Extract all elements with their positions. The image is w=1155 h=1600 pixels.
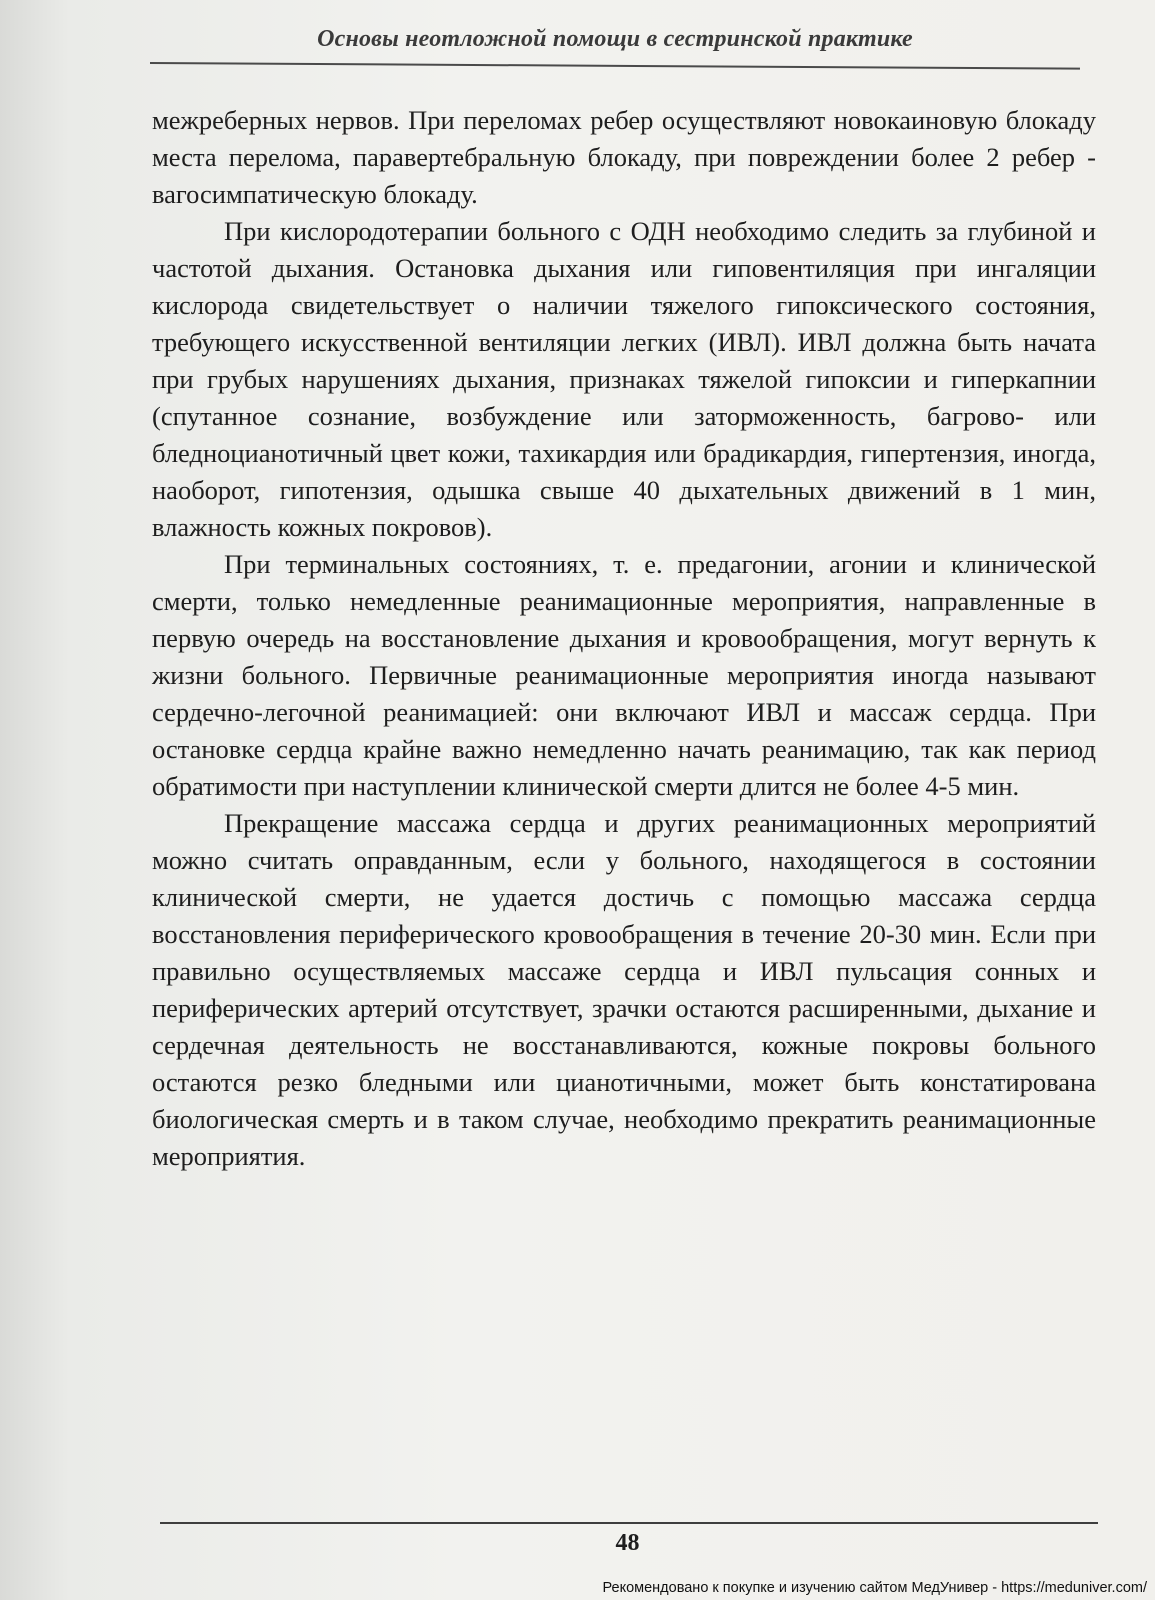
watermark-text: Рекомендовано к покупке и изучению сайтом МедУнивер - https://meduniver.com/ bbox=[602, 1580, 1147, 1596]
paragraph: межреберных нервов. При переломах ребер осуществляют новокаиновую блокаду места перелома, паравертебральную блокаду, при повреждении более 2 ребер - вагосимпатическую блокаду. bbox=[152, 105, 1096, 209]
footer-rule bbox=[160, 1522, 1098, 1524]
paragraph: При терминальных состояниях, т. е. предагонии, агонии и клинической смерти, только немедленные реанимационные мероприятия, направленные в первую очередь на восстановление дыхания и кровообращения, могут вернуть к жизни больного. Первичные реанимационные мероприятия иногда называют сердечно-легочной реанимацией: они включают ИВЛ и массаж сердца. При остановке сердца крайне важно немедленно начать реанимацию, так как период обратимости при наступлении клинической смерти длится не более 4-5 мин. bbox=[152, 549, 1096, 801]
paragraph: При кислородотерапии больного с ОДН необходимо следить за глубиной и частотой дыхания. Остановка дыхания или гиповентиляция при ингаляции кислорода свидетельствует о наличии тяжелого гипоксического состояния, требующего искусственной вентиляции легких (ИВЛ). ИВЛ должна быть начата при грубых нарушениях дыхания, признаках тяжелой гипоксии и гиперкапнии (спутанное сознание, возбуждение или заторможенность, багрово- или бледноцианотичный цвет кожи, тахикардия или брадикардия, гипертензия, иногда, наоборот, гипотензия, одышка свыше 40 дыхательных движений в 1 мин, влажность кожных покровов). bbox=[152, 216, 1096, 542]
page-number: 48 bbox=[615, 1530, 640, 1556]
running-head: Основы неотложной помощи в сестринской практике bbox=[317, 26, 913, 52]
paragraph: Прекращение массажа сердца и других реанимационных мероприятий можно считать оправданным, если у больного, находящегося в состоянии клинической смерти, не удается достичь с помощью массажа сердца восстановления периферического кровообращения в течение 20-30 мин. Если при правильно осуществляемых массаже сердца и ИВЛ пульсация сонных и периферических артерий отсутствует, зрачки остаются расширенными, дыхание и сердечная деятельность не восстанавливаются, кожные покровы больного остаются резко бледными или цианотичными, может быть констатирована биологическая смерть и в таком случае, необходимо прекратить реанимационные мероприятия. bbox=[152, 808, 1096, 1171]
header-rule bbox=[150, 62, 1080, 70]
body-text bbox=[152, 102, 1096, 1175]
